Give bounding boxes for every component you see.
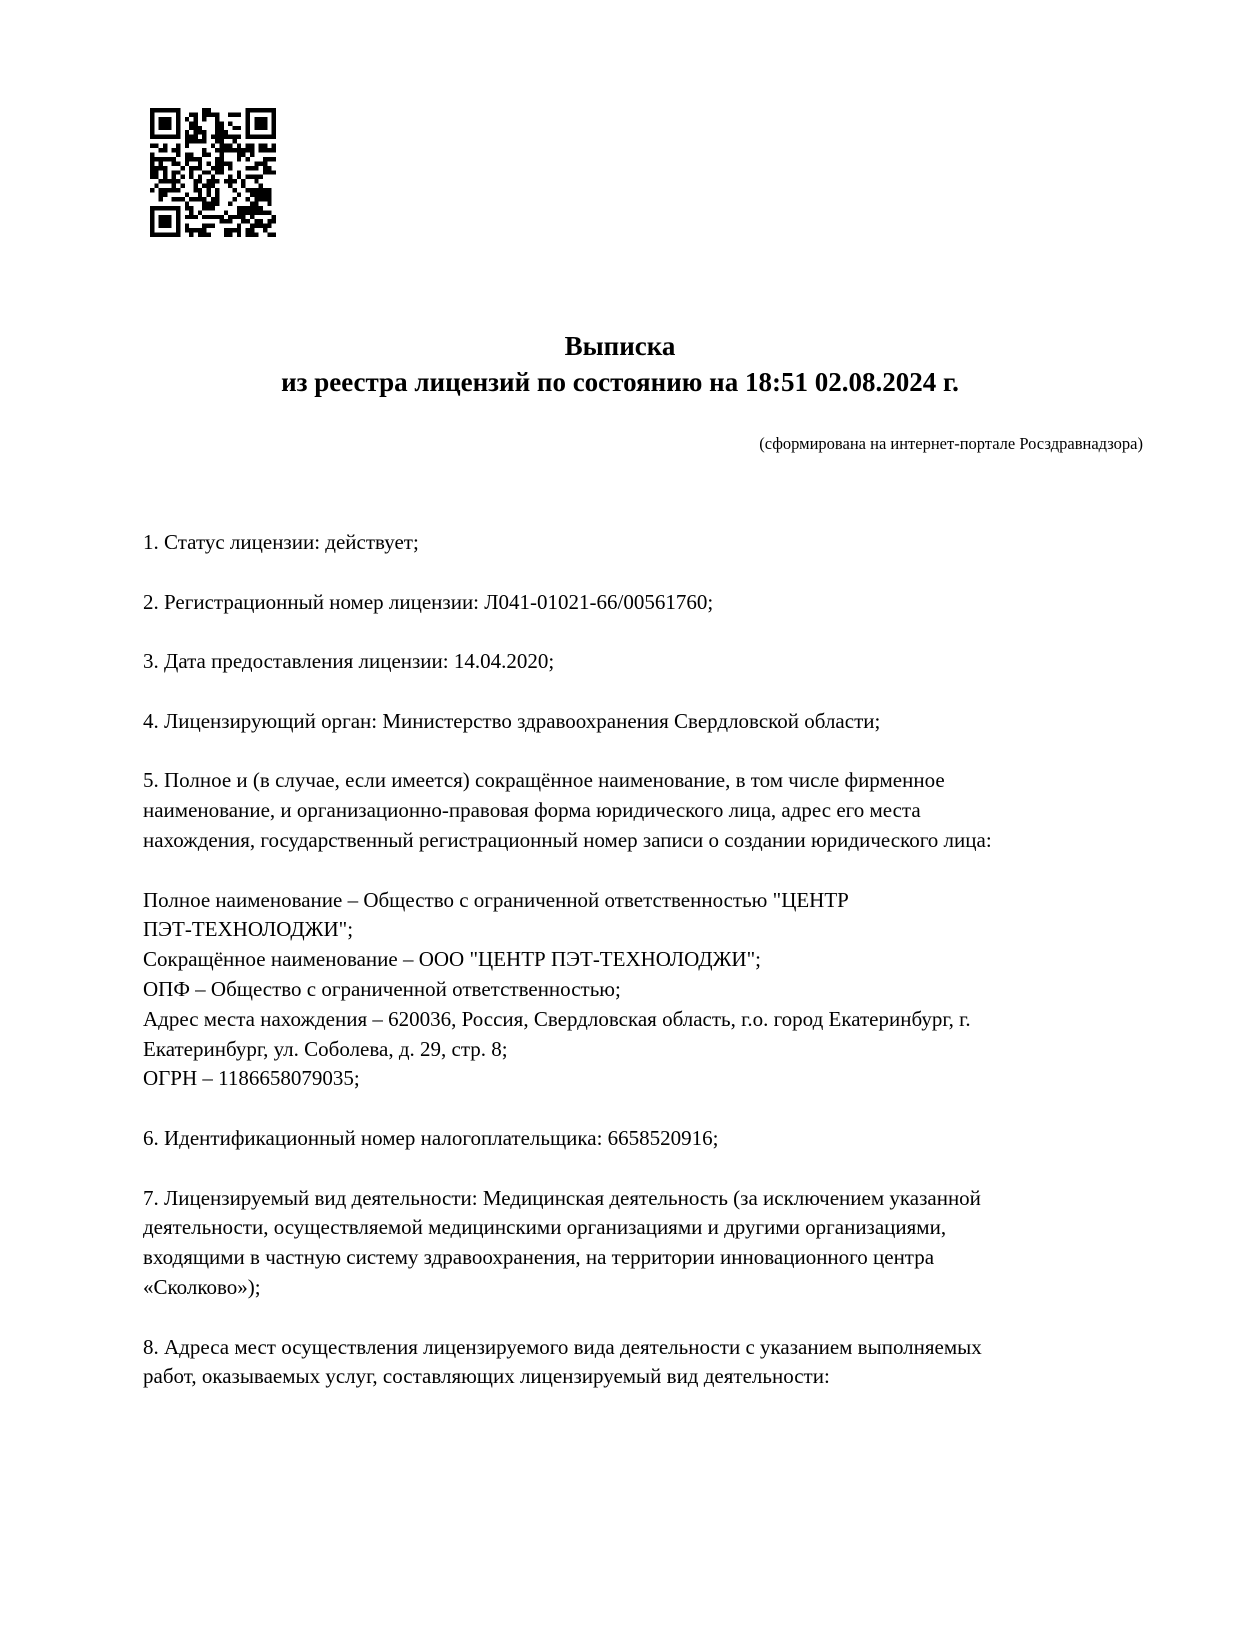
paragraph-line: 6. Идентификационный номер налогоплательщика: 6658520916; bbox=[143, 1125, 719, 1150]
paragraph-line: 3. Дата предоставления лицензии: 14.04.2020; bbox=[143, 649, 555, 674]
paragraph-line: наименование, и организационно-правовая форма юридического лица, адрес его места bbox=[143, 798, 921, 823]
paragraphs bbox=[143, 528, 1153, 1392]
paragraph-name-intro bbox=[143, 766, 1153, 855]
paragraph-line: 5. Полное и (в случае, если имеется) сокращённое наименование, в том числе фирменное bbox=[143, 768, 945, 793]
paragraph-line: Сокращённое наименование – ООО "ЦЕНТР ПЭТ-ТЕХНОЛОДЖИ"; bbox=[143, 947, 761, 972]
paragraph-activity-addresses-intro bbox=[143, 1333, 1153, 1393]
paragraph-line: 4. Лицензирующий орган: Министерство здравоохранения Свердловской области; bbox=[143, 708, 881, 733]
paragraph-licensing-authority bbox=[143, 707, 1153, 737]
paragraph-line: 2. Регистрационный номер лицензии: Л041-01021-66/00561760; bbox=[143, 589, 714, 614]
paragraph-line: Екатеринбург, ул. Соболева, д. 29, стр. 8; bbox=[143, 1036, 508, 1061]
generated-on-portal-note: (сформирована на интернет-портале Росздравнадзора) bbox=[759, 434, 1143, 453]
paragraph-line: ПЭТ-ТЕХНОЛОДЖИ"; bbox=[143, 917, 354, 942]
page-title-line-2: из реестра лицензий по состоянию на 18:51 02.08.2024 г. bbox=[281, 367, 959, 397]
qr-code-image bbox=[150, 108, 276, 237]
paragraph-inn bbox=[143, 1124, 1153, 1154]
paragraph-line: Полное наименование – Общество с ограниченной ответственностью "ЦЕНТР bbox=[143, 887, 849, 912]
paragraph-organization-details bbox=[143, 886, 1153, 1095]
paragraph-line: 1. Статус лицензии: действует; bbox=[143, 530, 419, 554]
paragraph-line: работ, оказываемых услуг, составляющих лицензируемый вид деятельности: bbox=[143, 1364, 830, 1389]
paragraph-line: нахождения, государственный регистрационный номер записи о создании юридического лица: bbox=[143, 827, 992, 852]
paragraph-licensed-activity bbox=[143, 1184, 1153, 1303]
paragraph-line: «Сколково»); bbox=[143, 1274, 261, 1299]
paragraph-line: 7. Лицензируемый вид деятельности: Медицинская деятельность (за исключением указанной bbox=[143, 1185, 981, 1210]
page-title-line-1: Выписка bbox=[564, 331, 676, 361]
paragraph-line: ОГРН – 1186658079035; bbox=[143, 1066, 360, 1091]
paragraph-line: Адрес места нахождения – 620036, Россия, Свердловская область, г.о. город Екатеринбург, г. bbox=[143, 1006, 971, 1031]
paragraph-line: входящими в частную систему здравоохранения, на территории инновационного центра bbox=[143, 1245, 935, 1270]
paragraph-status bbox=[143, 528, 1153, 558]
paragraph-grant-date bbox=[143, 647, 1153, 677]
paragraph-line: деятельности, осуществляемой медицинскими организациями и другими организациями, bbox=[143, 1215, 947, 1240]
paragraph-line: 8. Адреса мест осуществления лицензируемого вида деятельности с указанием выполняемых bbox=[143, 1334, 982, 1359]
paragraph-registration-number bbox=[143, 588, 1153, 618]
page-title bbox=[0, 328, 1240, 400]
paragraph-line: ОПФ – Общество с ограниченной ответственностью; bbox=[143, 976, 621, 1001]
qr-code bbox=[150, 108, 276, 237]
